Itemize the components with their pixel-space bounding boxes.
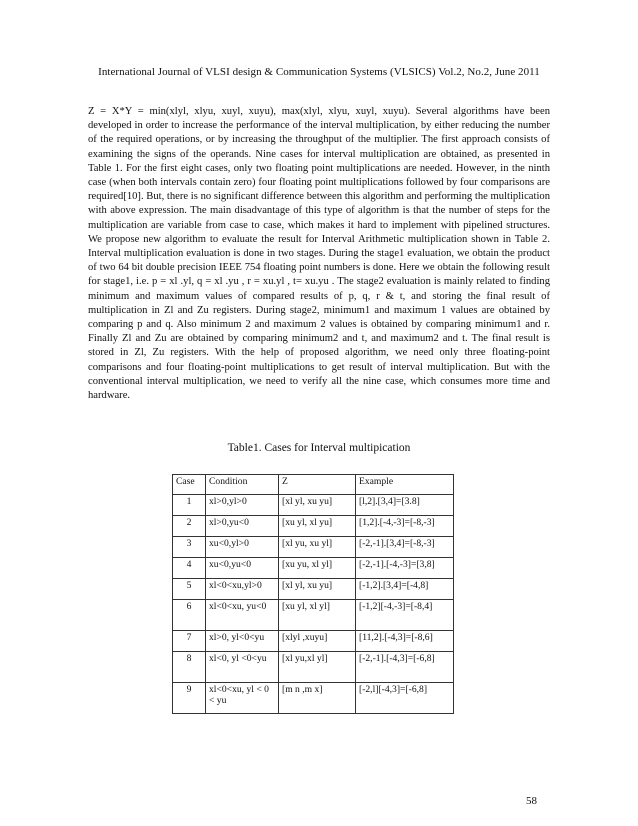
table-row bbox=[173, 652, 454, 683]
z-cell: [xl yu, xu yl] bbox=[279, 537, 356, 558]
z-cell: [xl yl, xu yu] bbox=[279, 579, 356, 600]
header-case: Case bbox=[173, 475, 206, 495]
example-cell: [-2,l][-4,3]=[-6,8] bbox=[356, 683, 454, 714]
table-row bbox=[173, 683, 454, 714]
example-cell: [-2,-1].[3,4]=[-8,-3] bbox=[356, 537, 454, 558]
example-cell: [1,2].[-4,-3]=[-8,-3] bbox=[356, 516, 454, 537]
header-z: Z bbox=[279, 475, 356, 495]
body-paragraph: Z = X*Y = min(xlyl, xlyu, xuyl, xuyu), max(xlyl, xlyu, xuyl, xuyu). Several algorithms have been developed in order to increase the performance of the interval multiplication, by either reducing the number of the required operations, or by increasing the throughput of the multiplier. The first approach consists of examining the signs of the operands. Nine cases for interval multiplication are obtained, as presented in Table 1. For the first eight cases, only two floating point multiplications are needed. However, in the ninth case (when both intervals contain zero) four floating point multiplications followed by four comparisons are required[10]. But, there is no significant difference between this algorithm and performing the multiplication with above expression. The main disadvantage of this type of algorithm is that the number of steps for the multiplication are variable from case to case, which makes it hard to implement with pipelined structures. We propose new algorithm to evaluate the result for Interval Arithmetic multiplication shown in Table 2. Interval multiplication evaluation is done in two stages. During the stage1 evaluation, we obtain the product of two 64 bit double precision IEEE 754 floating point numbers is done. Here we obtain the following result for stage1, i.e. p = xl .yl, q = xl .yu , r = xu.yl , t= xu.yu . The stage2 evaluation is mainly related to finding minimum and maximum values of compared results of p, q, r & t, and storing the final result of multiplication in Zl and Zu registers. During stage2, minimum1 and maximum 1 values are obtained by comparing p and q. Also minimum 2 and maximum 2 values is obtained by comparing minimum1 and r. Finally Zl and Zu are obtained by comparing minimum2 and t, and maximum2 and t. The final result is stored in Zl, Zu registers. With the help of proposed algorithm, we need only three floating-point comparisons and four floating-point multiplications to get result of interval multiplication. But with the conventional interval multiplication, we need to verify all the nine case, which consumes more time and hardware. bbox=[88, 106, 550, 402]
example-cell: [-2,-1].[-4,-3]=[3,8] bbox=[356, 558, 454, 579]
table-header-row bbox=[173, 475, 454, 495]
table-row bbox=[173, 579, 454, 600]
z-cell: [m n ,m x] bbox=[279, 683, 356, 714]
journal-header: International Journal of VLSI design & Communication Systems (VLSICS) Vol.2, No.2, June 2011 bbox=[98, 66, 540, 78]
table-row bbox=[173, 495, 454, 516]
case-cell: 8 bbox=[173, 652, 206, 683]
page-number: 58 bbox=[526, 795, 537, 807]
z-cell: [xl yu,xl yl] bbox=[279, 652, 356, 683]
case-cell: 3 bbox=[173, 537, 206, 558]
example-cell: [11,2].[-4,3]=[-8,6] bbox=[356, 631, 454, 652]
interval-cases-table bbox=[172, 474, 454, 714]
z-cell: [xu yl, xl yl] bbox=[279, 600, 356, 631]
condition-cell: xl<0, yl <0<yu bbox=[206, 652, 279, 683]
z-cell: [xlyl ,xuyu] bbox=[279, 631, 356, 652]
table-row bbox=[173, 516, 454, 537]
condition-cell: xu<0,yu<0 bbox=[206, 558, 279, 579]
table-row bbox=[173, 537, 454, 558]
table-caption: Table1. Cases for Interval multipication bbox=[227, 442, 411, 454]
condition-cell: xl<0<xu,yl>0 bbox=[206, 579, 279, 600]
header-condition: Condition bbox=[206, 475, 279, 495]
z-cell: [xl yl, xu yu] bbox=[279, 495, 356, 516]
case-cell: 1 bbox=[173, 495, 206, 516]
example-cell: [l,2].[3,4]=[3.8] bbox=[356, 495, 454, 516]
example-cell: [-1,2][-4,-3]=[-8,4] bbox=[356, 600, 454, 631]
table-row bbox=[173, 631, 454, 652]
condition-cell: xl<0<xu, yu<0 bbox=[206, 600, 279, 631]
condition-cell: xl>0,yu<0 bbox=[206, 516, 279, 537]
case-cell: 5 bbox=[173, 579, 206, 600]
table-row bbox=[173, 558, 454, 579]
condition-cell: xu<0,yl>0 bbox=[206, 537, 279, 558]
example-cell: [-1,2].[3,4]=[-4,8] bbox=[356, 579, 454, 600]
case-cell: 9 bbox=[173, 683, 206, 714]
header-example: Example bbox=[356, 475, 454, 495]
case-cell: 7 bbox=[173, 631, 206, 652]
condition-cell: xl<0<xu, yl < 0 < yu bbox=[206, 683, 279, 714]
example-cell: [-2,-1].[-4,3]=[-6,8] bbox=[356, 652, 454, 683]
condition-cell: xl>0, yl<0<yu bbox=[206, 631, 279, 652]
case-cell: 2 bbox=[173, 516, 206, 537]
condition-cell: xl>0,yl>0 bbox=[206, 495, 279, 516]
table-row bbox=[173, 600, 454, 631]
z-cell: [xu yl, xl yu] bbox=[279, 516, 356, 537]
case-cell: 6 bbox=[173, 600, 206, 631]
z-cell: [xu yu, xl yl] bbox=[279, 558, 356, 579]
case-cell: 4 bbox=[173, 558, 206, 579]
